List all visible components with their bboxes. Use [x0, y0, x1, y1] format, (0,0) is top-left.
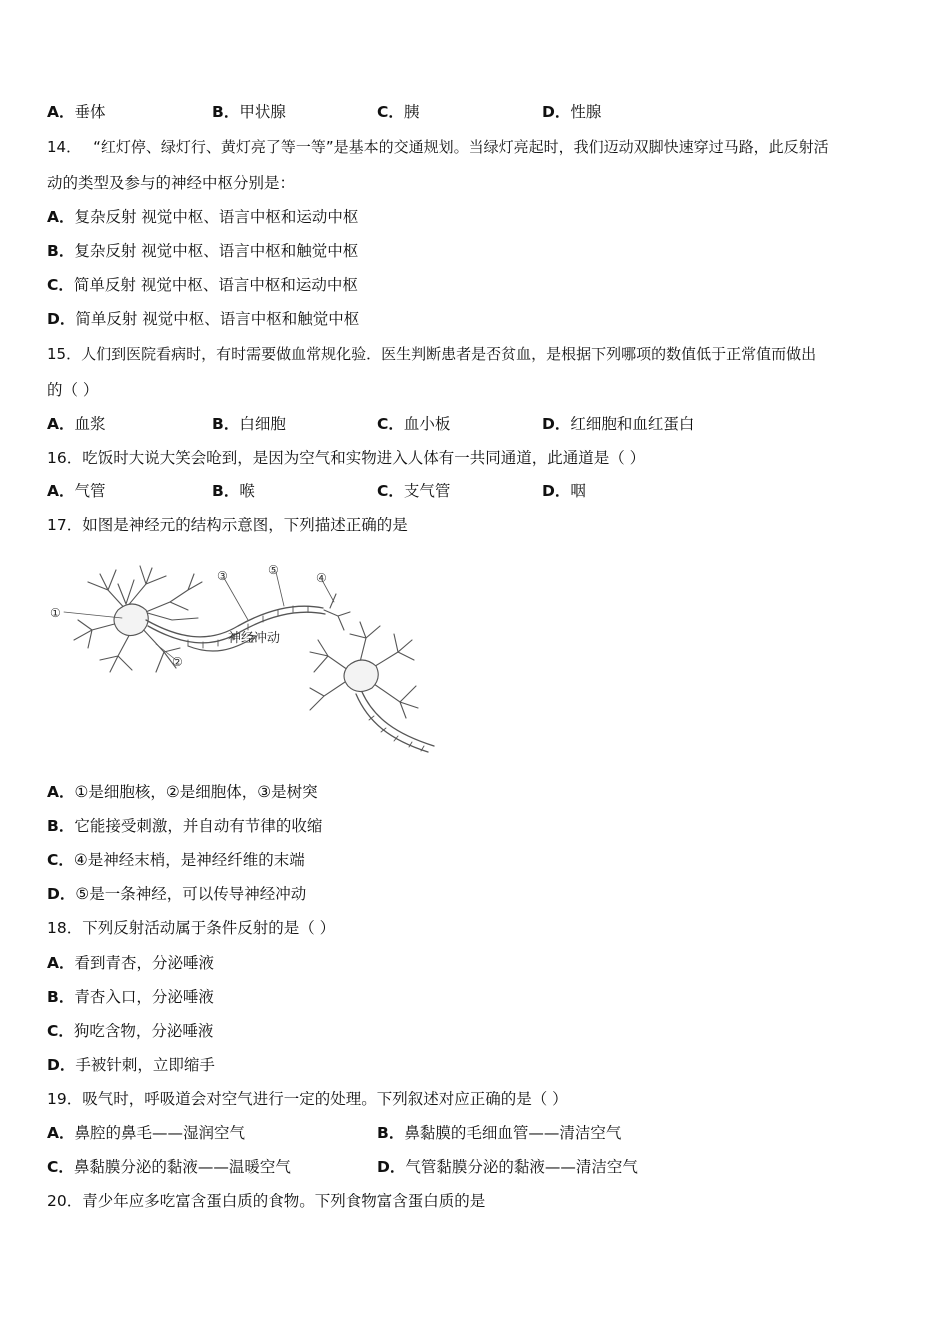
option-text: 狗吃含物，分泌唾液 — [73, 1022, 214, 1040]
option-key: C． — [47, 851, 74, 869]
option-key: D． — [377, 1158, 406, 1176]
option-key: A． — [47, 482, 75, 500]
q16-stem: 16．吃饭时大说大笑会呛到，是因为空气和实物进入人体有一共同通道，此通道是（ ） — [47, 449, 646, 467]
option-text: 复杂反射 视觉中枢、语言中枢和触觉中枢 — [74, 242, 359, 260]
option-text: 它能接受刺激，并自动有节律的收缩 — [74, 817, 323, 835]
q19-option-c — [47, 1157, 291, 1177]
figure-caption: 神经冲动 — [228, 631, 281, 646]
option-text: 胰 — [403, 103, 420, 121]
q19-option-a — [47, 1123, 245, 1143]
option-text: 气管黏膜分泌的黏液——清洁空气 — [405, 1158, 638, 1176]
option-key: B． — [47, 817, 75, 835]
option-text: 血浆 — [74, 415, 106, 433]
option-key: A． — [47, 954, 75, 972]
option-text: 鼻黏膜分泌的黏液——温暖空气 — [73, 1158, 291, 1176]
option-key: A． — [47, 103, 75, 121]
q18-option-a — [47, 953, 214, 973]
label-4: ④ — [316, 571, 327, 585]
option-key: B． — [212, 415, 240, 433]
q16-option-c — [377, 481, 450, 501]
label-5: ⑤ — [268, 563, 279, 577]
q18-option-b — [47, 987, 214, 1007]
q14-option-c — [47, 275, 358, 295]
option-key: D． — [47, 1056, 76, 1074]
option-key: D． — [542, 103, 571, 121]
q20-stem: 20．青少年应多吃富含蛋白质的食物。下列食物富含蛋白质的是 — [47, 1192, 486, 1210]
option-key: A． — [47, 208, 75, 226]
q15-option-b — [212, 414, 286, 434]
q13-option-a — [47, 102, 106, 122]
option-key: D． — [542, 482, 571, 500]
q17-stem: 17．如图是神经元的结构示意图，下列描述正确的是 — [47, 516, 408, 534]
q18-stem: 18．下列反射活动属于条件反射的是（ ） — [47, 919, 336, 937]
label-3: ③ — [217, 569, 228, 583]
option-key: D． — [47, 885, 76, 903]
option-key: D． — [542, 415, 571, 433]
q16-option-b — [212, 481, 255, 501]
label-2: ② — [172, 655, 183, 669]
option-text: ⑤是一条神经，可以传导神经冲动 — [75, 885, 307, 903]
option-text: ①是细胞核，②是细胞体，③是树突 — [74, 783, 318, 801]
option-text: 鼻腔的鼻毛——湿润空气 — [74, 1124, 246, 1142]
option-text: 鼻黏膜的毛细血管——清洁空气 — [404, 1124, 622, 1142]
q17-option-a — [47, 782, 318, 802]
option-key: B． — [47, 242, 75, 260]
option-text: 手被针刺，立即缩手 — [75, 1056, 215, 1074]
option-key: B． — [377, 1124, 405, 1142]
option-key: C． — [377, 482, 404, 500]
q15-stem-line2: 的（ ） — [47, 381, 99, 399]
q14-option-a — [47, 207, 358, 227]
q18-option-c — [47, 1021, 213, 1041]
q14-number: 14． — [47, 138, 82, 156]
option-key: A． — [47, 783, 75, 801]
q15-option-c — [377, 414, 450, 434]
q14-option-b — [47, 241, 358, 261]
q13-option-b — [212, 102, 286, 122]
option-text: 看到青杏，分泌唾液 — [74, 954, 215, 972]
q17-option-b — [47, 816, 322, 836]
q14-stem-line2: 动的类型及参与的神经中枢分别是： — [47, 174, 296, 192]
option-text: 甲状腺 — [239, 103, 286, 121]
q18-option-d — [47, 1055, 215, 1075]
q15-option-a — [47, 414, 106, 434]
option-text: 喉 — [239, 482, 255, 500]
q16-option-a — [47, 481, 106, 501]
q15-option-d — [542, 414, 694, 434]
option-key: B． — [212, 103, 240, 121]
option-text: 血小板 — [403, 415, 451, 433]
q14-stem-text: “红灯停、绿灯行、黄灯亮了等一等”是基本的交通规划。当绿灯亮起时，我们迈动双脚快速穿过马路，此反射活 — [93, 138, 829, 156]
q19-option-d — [377, 1157, 638, 1177]
option-key: C． — [47, 1022, 74, 1040]
option-key: C． — [377, 415, 404, 433]
option-text: 白细胞 — [239, 415, 286, 433]
neuron-diagram — [48, 560, 440, 760]
q13-option-d — [542, 102, 601, 122]
q14-stem-line1 — [47, 137, 829, 157]
q15-stem-line1: 15．人们到医院看病时，有时需要做血常规化验．医生判断患者是否贫血，是根据下列哪项的数值低于正常值而做出 — [47, 345, 817, 363]
q19-option-b — [377, 1123, 621, 1143]
option-key: C． — [47, 276, 74, 294]
option-key: B． — [47, 988, 75, 1006]
option-key: D． — [47, 310, 76, 328]
q19-stem: 19．吸气时，呼吸道会对空气进行一定的处理。下列叙述对应正确的是（ ） — [47, 1090, 568, 1108]
q13-option-c — [377, 102, 419, 122]
option-key: C． — [377, 103, 404, 121]
option-text: 青杏入口，分泌唾液 — [74, 988, 214, 1006]
option-text: 简单反射 视觉中枢、语言中枢和运动中枢 — [73, 276, 358, 294]
q16-option-d — [542, 481, 586, 501]
option-key: C． — [47, 1158, 74, 1176]
label-1: ① — [50, 606, 61, 620]
option-text: 垂体 — [74, 103, 106, 121]
option-text: 支气管 — [403, 482, 451, 500]
q17-option-c — [47, 850, 305, 870]
q17-option-d — [47, 884, 306, 904]
q14-option-d — [47, 309, 359, 329]
option-text: 红细胞和血红蛋白 — [570, 415, 695, 433]
option-key: A． — [47, 1124, 75, 1142]
option-key: A． — [47, 415, 75, 433]
option-text: 咽 — [570, 482, 586, 500]
option-text: 复杂反射 视觉中枢、语言中枢和运动中枢 — [74, 208, 359, 226]
option-text: 气管 — [74, 482, 106, 500]
option-text: 性腺 — [570, 103, 602, 121]
option-key: B． — [212, 482, 240, 500]
option-text: 简单反射 视觉中枢、语言中枢和触觉中枢 — [75, 310, 360, 328]
option-text: ④是神经末梢，是神经纤维的末端 — [73, 851, 305, 869]
